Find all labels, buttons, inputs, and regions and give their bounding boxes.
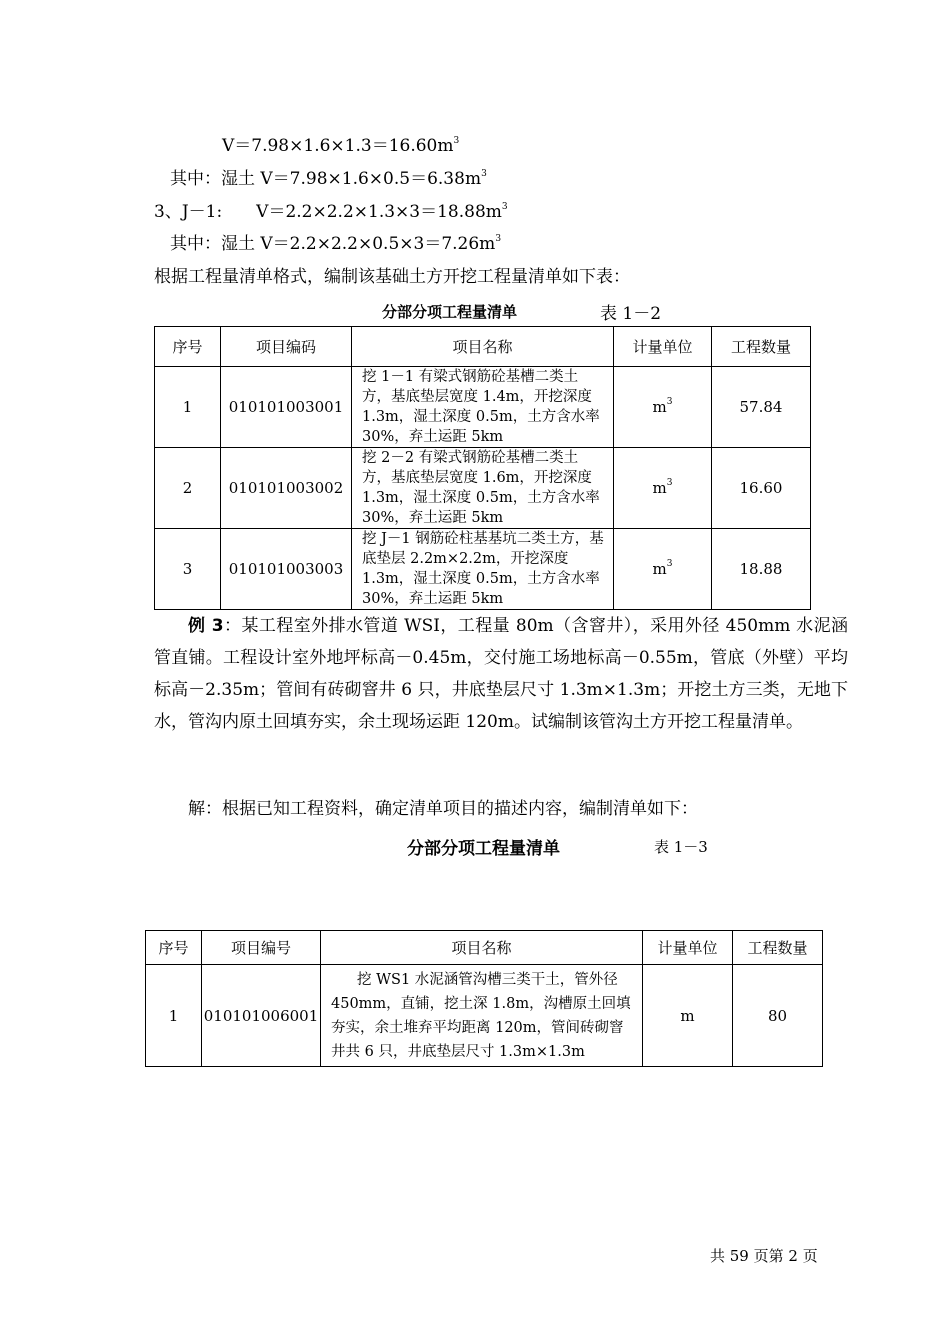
header-cell: 序号 xyxy=(146,931,202,965)
calc-line-3 xyxy=(154,201,508,223)
superscript: 3 xyxy=(495,234,502,244)
header-cell: 项目名称 xyxy=(321,931,643,965)
example-paragraph xyxy=(154,610,848,738)
row-code: 010101003002 xyxy=(221,448,352,529)
calc-line-2 xyxy=(170,168,487,190)
row-qty: 57.84 xyxy=(712,367,811,448)
row-number: 1 xyxy=(155,367,221,448)
table-row xyxy=(146,965,823,1067)
quantity-table-1 xyxy=(154,326,811,610)
calc-line-2-text: 其中：湿土 V＝7.98×1.6×0.5＝6.38m xyxy=(170,169,482,189)
table-header-row xyxy=(155,327,811,367)
table2-number: 表 1－3 xyxy=(654,838,708,856)
row-number: 3 xyxy=(155,529,221,610)
row-qty: 80 xyxy=(733,965,823,1067)
table-row xyxy=(155,367,811,448)
unit-base: m xyxy=(652,398,667,416)
unit-sup: 3 xyxy=(666,478,673,488)
superscript: 3 xyxy=(481,169,487,179)
row-name: 挖 1－1 有梁式钢筋砼基槽二类土方，基底垫层宽度 1.4m，开挖深度 1.3m，湿土深度 0.5m，土方含水率 30%，弃土运距 5km xyxy=(352,367,614,448)
row-name: 挖 J－1 钢筋砼柱基基坑二类土方，基底垫层 2.2m×2.2m，开挖深度 1.3m，湿土深度 0.5m，土方含水率 30%，弃土运距 5km xyxy=(352,529,614,610)
row-name: 挖 WS1 水泥涵管沟槽三类干土，管外径 450mm，直铺，挖土深 1.8m，沟槽原土回填夯实，余土堆弃平均距离 120m，管间砖砌窨井共 6 只，井底垫层尺寸 1.3m×1.3m xyxy=(321,965,643,1067)
row-qty: 16.60 xyxy=(712,448,811,529)
calc-line-1 xyxy=(222,135,459,157)
row-unit xyxy=(614,367,712,448)
unit-sup: 3 xyxy=(666,559,673,569)
header-cell: 工程数量 xyxy=(712,327,811,367)
header-cell: 工程数量 xyxy=(733,931,823,965)
row-qty: 18.88 xyxy=(712,529,811,610)
header-cell: 序号 xyxy=(155,327,221,367)
calc-line-4-text: 其中：湿土 V＝2.2×2.2×0.5×3＝7.26m xyxy=(170,234,496,254)
table1-caption: 分部分项工程量清单 xyxy=(382,303,518,321)
row-unit: m xyxy=(643,965,733,1067)
unit-base: m xyxy=(652,560,667,578)
example-label: 例 3 xyxy=(188,616,224,636)
row-number: 1 xyxy=(146,965,202,1067)
header-cell: 项目名称 xyxy=(352,327,614,367)
row-unit xyxy=(614,448,712,529)
calc-line-1-text: V＝7.98×1.6×1.3＝16.60m xyxy=(222,136,454,156)
header-cell: 项目编号 xyxy=(202,931,321,965)
table-row xyxy=(155,448,811,529)
table-header-row xyxy=(146,931,823,965)
calc-line-4 xyxy=(170,233,501,255)
header-cell: 计量单位 xyxy=(614,327,712,367)
table-row xyxy=(155,529,811,610)
superscript: 3 xyxy=(453,136,460,146)
example-text: ：某工程室外排水管道 WSI，工程量 80m（含窨井），采用外径 450mm 水泥涵管直铺。工程设计室外地坪标高－0.45m，交付施工场地标高－0.55m，管底（外壁）平均标高－2.35m；管间有砖砌窨井 6 只，井底垫层尺寸 1.3m×1.3m；开挖土方三类，无地下水，管沟内原土回填夯实，余土现场运距 120m。试编制该管沟土方开挖工程量清单。 xyxy=(154,616,849,732)
calc-line-3-text: 3、J－1: V＝2.2×2.2×1.3×3＝18.88m xyxy=(154,202,502,222)
intro-text: 根据工程量清单格式，编制该基础土方开挖工程量清单如下表： xyxy=(154,267,630,287)
row-number: 2 xyxy=(155,448,221,529)
header-cell: 计量单位 xyxy=(643,931,733,965)
row-code: 010101003003 xyxy=(221,529,352,610)
table1-number: 表 1－2 xyxy=(600,304,662,324)
table2-caption: 分部分项工程量清单 xyxy=(407,839,560,859)
row-name: 挖 2－2 有梁式钢筋砼基槽二类土方，基底垫层宽度 1.6m，开挖深度 1.3m，湿土深度 0.5m，土方含水率 30%，弃土运距 5km xyxy=(352,448,614,529)
header-cell: 项目编码 xyxy=(221,327,352,367)
unit-sup: 3 xyxy=(666,397,673,407)
superscript: 3 xyxy=(501,202,508,212)
solution-text: 解：根据已知工程资料，确定清单项目的描述内容，编制清单如下： xyxy=(188,799,698,819)
unit-base: m xyxy=(652,479,667,497)
quantity-table-2 xyxy=(145,930,823,1067)
row-unit xyxy=(614,529,712,610)
row-code: 010101003001 xyxy=(221,367,352,448)
page-footer: 共 59 页第 2 页 xyxy=(710,1247,818,1265)
row-code: 010101006001 xyxy=(202,965,321,1067)
